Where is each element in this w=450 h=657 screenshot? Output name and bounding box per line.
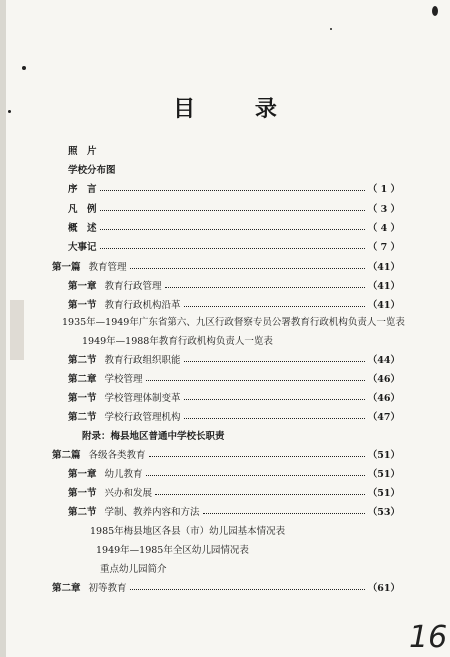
toc-entry-label: 第二篇 [52,450,81,461]
toc-page-number: （51） [367,469,400,480]
toc-table-entry[interactable]: 1949年—1985年全区幼儿园情况表 [96,545,249,556]
toc-entry-label: 第一篇 [52,262,81,273]
toc-entry-text: 学校行政管理机构 [104,412,181,423]
toc-entry-text: 初等教育 [88,583,127,594]
toc-entry-section[interactable] [68,412,400,424]
toc-table-entry[interactable]: 重点幼儿园简介 [100,564,167,575]
toc-entry-text: 各级各类教育 [88,450,146,461]
toc-entry-label: 照 片 [68,146,97,157]
toc-entry-text: 幼儿教育 [104,469,143,480]
toc-entry-label: 第二章 [68,374,97,385]
toc-entry-section[interactable] [68,488,400,500]
toc-table-entry[interactable]: 1985年梅县地区各县（市）幼儿园基本情况表 [90,526,286,537]
toc-entry-label: 凡 例 [68,204,97,215]
scan-smudge [10,300,24,360]
toc-page-number: （ 1 ） [367,184,400,195]
toc-entry-label: 第一章 [68,281,97,292]
ink-speck [330,28,332,30]
toc-page-number: （ 7 ） [367,242,400,253]
toc-entry[interactable] [68,184,400,196]
toc-entry-text: 教育行政组织职能 [104,355,181,366]
toc-page-number: （ 3 ） [367,204,400,215]
toc-table-entry[interactable]: 1935年—1949年广东省第六、九区行政督察专员公署教育行政机构负责人一览表 [62,317,405,328]
leader-dots [130,588,365,590]
toc-entry-section[interactable] [68,300,400,312]
toc-table-entry[interactable]: 1949年—1988年教育行政机构负责人一览表 [82,336,273,347]
toc-entry-label: 大事记 [68,242,97,253]
toc-entry-section[interactable] [68,355,400,367]
leader-dots [155,493,365,495]
leader-dots [184,398,365,400]
toc-entry-text: 学制、教养内容和方法 [104,507,200,518]
toc-entry-label: 序 言 [68,184,97,195]
toc-entry-section[interactable] [68,393,400,405]
toc-page-number: （46） [367,374,400,385]
leader-dots [146,379,365,381]
toc-entry-label: 学校分布图 [68,165,116,176]
toc-entry-chapter[interactable] [68,374,400,386]
ink-speck [22,66,26,70]
leader-dots [184,305,365,307]
toc-page-number: （41） [367,262,400,273]
toc-entry[interactable] [68,146,97,158]
toc-page-number: （53） [367,507,400,518]
toc-entry-label: 第二章 [52,583,81,594]
toc-entry-label: 概 述 [68,223,97,234]
leader-dots [149,455,365,457]
ink-speck [432,6,438,16]
toc-entry-label: 第二节 [68,355,97,366]
toc-entry[interactable] [68,242,400,254]
toc-entry-text: 学校管理 [104,374,143,385]
toc-entry-label: 第一节 [68,393,97,404]
toc-page-number: （41） [367,300,400,311]
toc-entry-label: 第一节 [68,488,97,499]
leader-dots [146,474,365,476]
toc-entry-text: 教育管理 [88,262,127,273]
toc-entry-part[interactable] [52,450,400,462]
toc-entry-text: 兴办和发展 [104,488,153,499]
toc-entry[interactable] [68,223,400,235]
toc-appendix-entry[interactable]: 附录：梅县地区普通中学校长职责 [82,431,225,442]
toc-page-number: （51） [367,488,400,499]
leader-dots [100,247,365,249]
toc-entry[interactable] [68,204,400,216]
toc-page-number: （41） [367,281,400,292]
toc-page-number: （ 4 ） [367,223,400,234]
leader-dots [100,228,365,230]
toc-entry-label: 第一章 [68,469,97,480]
toc-page-number: （61） [367,583,400,594]
toc-page-number: （44） [367,355,400,366]
toc-entry-label: 第一节 [68,300,97,311]
toc-entry-text: 教育行政机构沿革 [104,300,181,311]
leader-dots [184,417,365,419]
leader-dots [100,189,365,191]
toc-entry-label: 第二节 [68,507,97,518]
handwritten-page-number: 16 [409,620,448,655]
toc-entry-section[interactable] [68,507,400,519]
leader-dots [203,512,365,514]
toc-page-number: （46） [367,393,400,404]
toc-page-number: （47） [367,412,400,423]
toc-entry-chapter[interactable] [52,583,400,595]
toc-entry-label: 第二节 [68,412,97,423]
toc-entry-part[interactable] [52,262,400,274]
leader-dots [165,286,365,288]
toc-entry-text: 学校管理体制变革 [104,393,181,404]
page-title: 目 录 [173,96,303,122]
leader-dots [184,360,365,362]
leader-dots [130,267,365,269]
toc-page-number: （51） [367,450,400,461]
toc-entry-text: 教育行政管理 [104,281,162,292]
toc-entry[interactable] [68,165,116,177]
leader-dots [100,209,365,211]
toc-entry-chapter[interactable] [68,469,400,481]
toc-entry-chapter[interactable] [68,281,400,293]
